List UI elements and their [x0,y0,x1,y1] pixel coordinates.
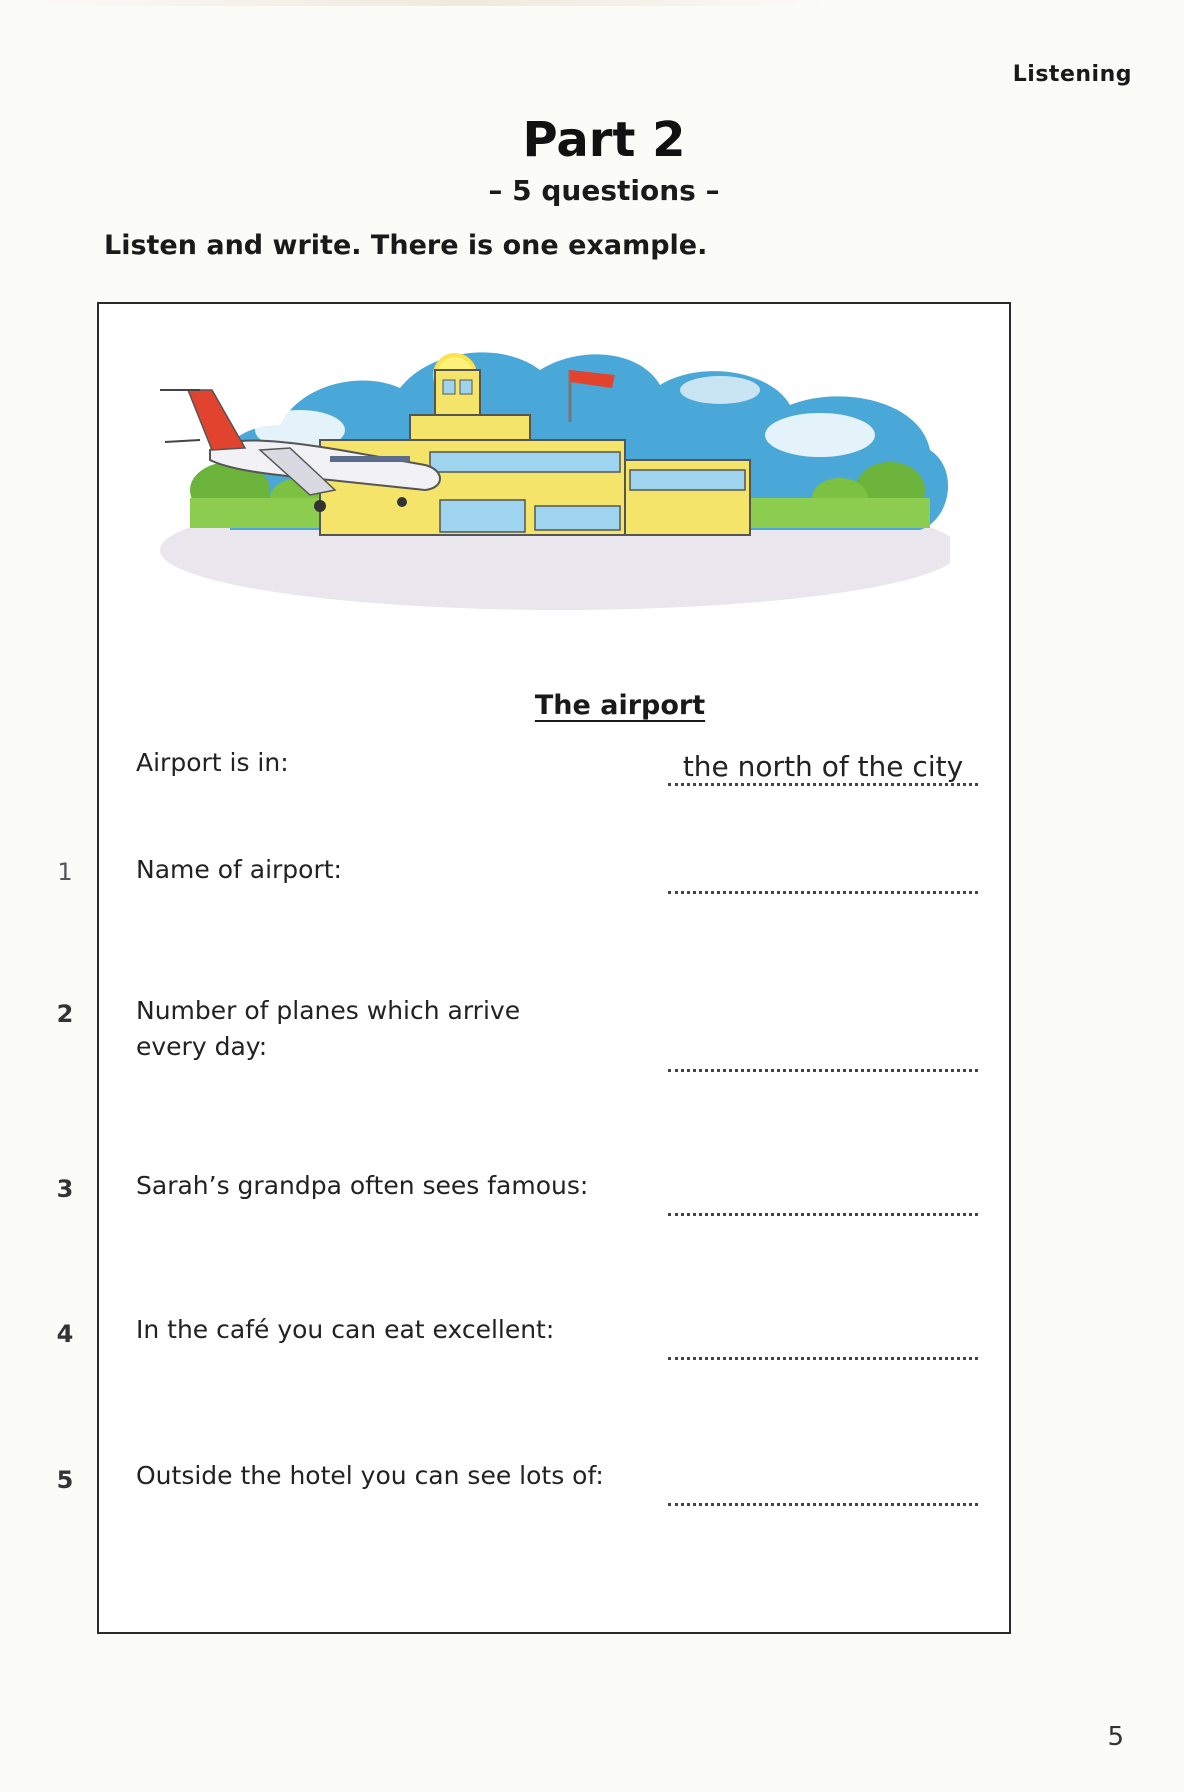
example-prompt: Airport is in: [136,748,289,777]
question-number: 3 [56,1175,74,1203]
answer-field[interactable] [668,1326,978,1360]
question-prompt: In the café you can eat excellent: [136,1315,555,1344]
answer-field[interactable] [668,1038,978,1072]
section-label: Listening [1012,62,1132,87]
answer-field[interactable] [668,860,978,894]
plane-windows [330,456,410,462]
question-number: 1 [57,858,73,886]
window-row [440,500,525,532]
question-number: 4 [56,1320,74,1348]
answer-field[interactable] [668,1472,978,1506]
question-prompt: Outside the hotel you can see lots of: [136,1461,604,1490]
question-prompt: Sarah’s grandpa often sees famous: [136,1171,589,1200]
window-row [630,470,745,490]
tower-window [460,380,472,394]
question-number: 2 [56,1000,74,1028]
control-tower [435,370,480,415]
question-number: 5 [56,1466,74,1494]
instruction-text: Listen and write. There is one example. [104,230,708,261]
page-number: 5 [1107,1722,1124,1752]
cloud [680,376,760,404]
plane-wheel [397,497,407,507]
box-heading [0,690,1184,721]
speed-line [165,440,200,442]
example-answer: the north of the city [668,752,978,786]
tower-window [443,380,455,394]
window-row [430,452,620,472]
page-top-edge [0,0,1184,6]
box-heading-text: The airport [534,690,706,721]
plane-wheel [314,500,326,512]
window-row [535,506,620,530]
cloud [765,413,875,457]
question-prompt: Name of airport: [136,855,342,884]
part-subtitle: – 5 questions – [488,174,720,207]
airport-scene-illustration [160,330,950,620]
question-prompt: Number of planes which arrive every day: [136,996,521,1061]
answer-field[interactable] [668,1182,978,1216]
part-title: Part 2 [522,112,686,168]
